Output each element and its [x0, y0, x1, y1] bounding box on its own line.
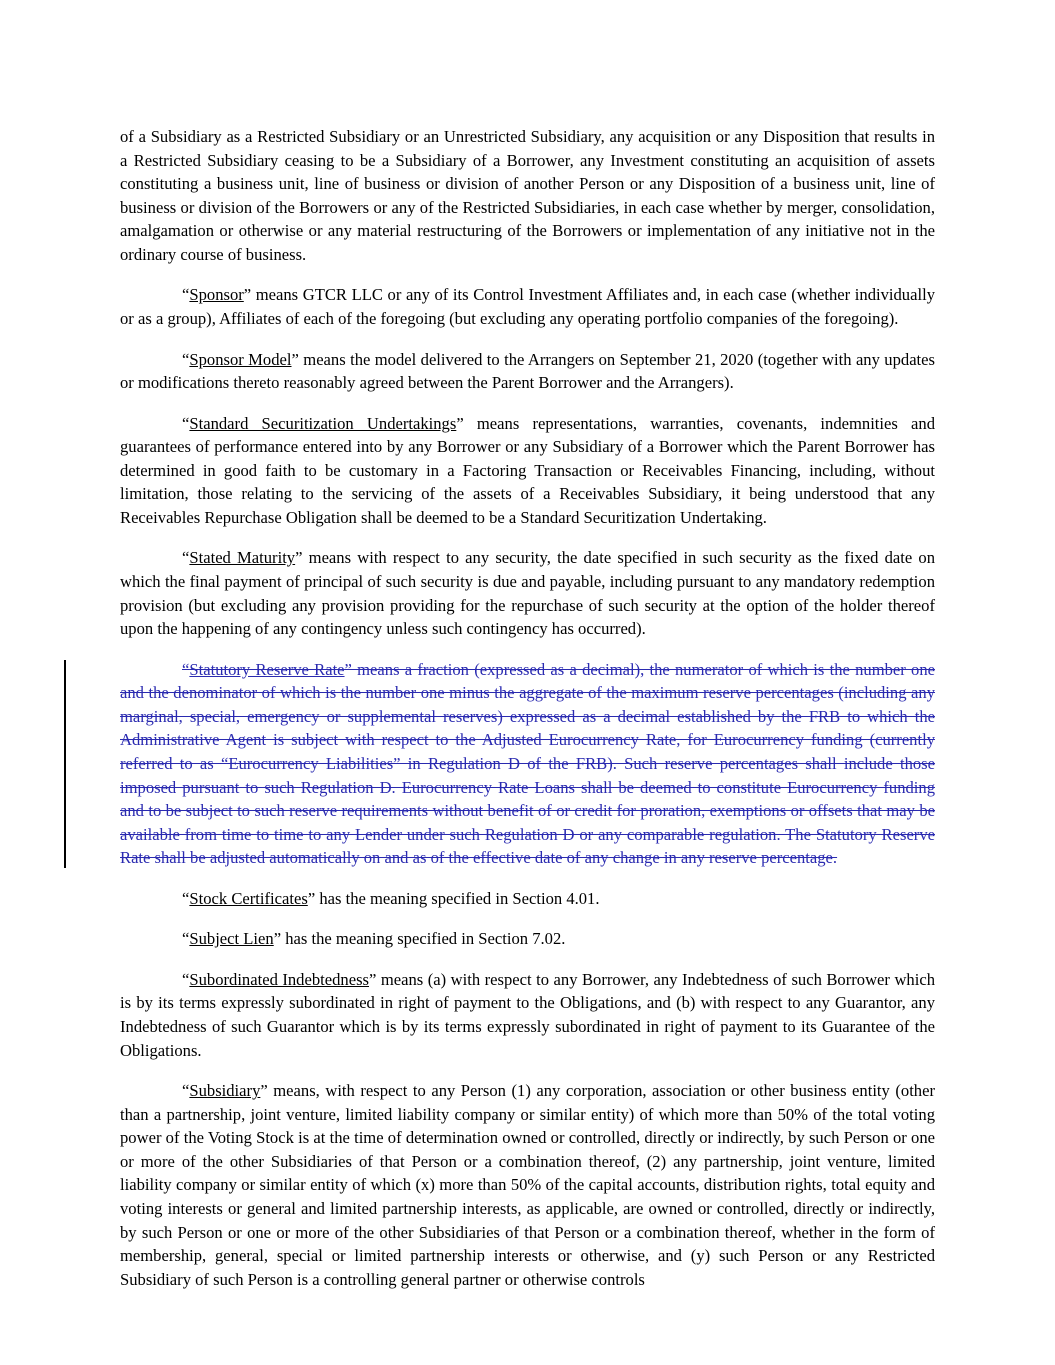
text-run: ” means representations, warranties, covenants, indemnities and guarantees of performance entered into by any Borrower or any Subsidiary of a Borrower which the Parent Borrower has determined in good faith to be customary in a Factoring Transaction or Receivables Financing, including, without limitation, those relating to the servicing of the assets of a Receivables Subsidiary, it being understood that any Receivables Repurchase Obligation shall be deemed to be a Standard Securitization Undertaking. [120, 413, 936, 527]
p-sponsor-model [120, 348, 935, 395]
text-run: ” means (a) with respect to any Borrower, any Indebtedness of such Borrower which is by its terms expressly subordinated in right of payment to the Obligations, and (b) with respect to any Guarantor, any Indebtedness of such Guarantor which is by its terms expressly subordinated in right of payment to its Guarantee of the Obligations. [120, 969, 935, 1060]
p-statutory-reserve-rate [120, 658, 935, 870]
paragraph-block [120, 125, 935, 266]
paragraph-block [120, 968, 935, 1062]
defined-term: Subordinated Indebtedness [189, 969, 369, 989]
text-run: “ [182, 413, 190, 433]
text-run: “ [182, 929, 190, 949]
paragraph-block [120, 283, 935, 330]
text-run: “ [182, 969, 190, 989]
paragraph-block [120, 348, 935, 395]
defined-term: Standard Securitization Undertakings [189, 413, 457, 433]
paragraph-block [120, 546, 935, 640]
paragraph-block [120, 1079, 935, 1291]
defined-term: Sponsor [189, 285, 244, 305]
paragraph-block [120, 887, 935, 911]
p-stated-maturity [120, 546, 935, 640]
text-run: ” means, with respect to any Person (1) any corporation, association or other business entity (other than a partnership, joint venture, limited liability company or similar entity) of which more than 50% of the total voting power of the Voting Stock is at the time of determination owned or controlled, directly or indirectly, by such Person or one or more of the other Subsidiaries of that Person or a combination thereof, (2) any partnership, joint venture, limited liability company or similar entity of which (x) more than 50% of the capital accounts, distribution rights, total equity and voting interests or general and limited partnership interests, as applicable, are owned or controlled, directly or indirectly, by such Person or one or more of the other Subsidiaries of that Person or a combination thereof, whether in the form of membership, general, special or limited partnership interests or otherwise, and (y) such Person or any Restricted Subsidiary of such Person is a controlling general partner or otherwise controls [120, 1081, 935, 1289]
change-bar [64, 660, 66, 868]
text-run: “ [182, 659, 190, 679]
p-subordinated-indebtedness [120, 968, 935, 1062]
change-block [120, 658, 935, 870]
defined-term: Stock Certificates [189, 888, 308, 908]
text-run: ” has the meaning specified in Section 4.01. [307, 888, 600, 908]
defined-term: Sponsor Model [189, 349, 292, 369]
text-run: ” means GTCR LLC or any of its Control Investment Affiliates and, in each case (whether individually or as a group), Affiliates of each of the foregoing (but excluding any operating portfolio companies of the foregoing). [120, 285, 935, 328]
text-run: “ [182, 1081, 190, 1101]
text-run: “ [182, 349, 190, 369]
p-subsidiary [120, 1079, 935, 1291]
paragraph-block [120, 927, 935, 951]
p-subsidiary-disposition [120, 125, 935, 266]
text-run: “ [182, 888, 190, 908]
text-run: “ [182, 548, 190, 568]
text-run: ” means a fraction (expressed as a decimal), the numerator of which is the number one and the denominator of which is the number one minus the aggregate of the maximum reserve percentages (including any marginal, special, emergency or supplemental reserves) expressed as a decimal established by the FRB to which the Administrative Agent is subject with respect to the Adjusted Eurocurrency Rate, for Eurocurrency funding (currently referred to as “Eurocurrency Liabilities” in Regulation D of the FRB). Such reserve percentages shall include those imposed pursuant to such Regulation D. Eurocurrency Rate Loans shall be deemed to constitute Eurocurrency funding and to be subject to such reserve requirements without benefit of or credit for proration, exemptions or offsets that may be available from time to time to any Lender under such Regulation D or any comparable regulation. The Statutory Reserve Rate shall be adjusted automatically on and as of the effective date of any change in any reserve percentage. [120, 659, 935, 868]
p-stock-certificates [120, 887, 935, 911]
text-run: ” means the model delivered to the Arrangers on September 21, 2020 (together with any updates or modifications thereto reasonably agreed between the Parent Borrower and the Arrangers). [120, 349, 935, 393]
defined-term: Subsidiary [189, 1081, 261, 1101]
text-run: ” has the meaning specified in Section 7.02. [273, 929, 566, 949]
p-subject-lien [120, 927, 935, 951]
text-run: of a Subsidiary as a Restricted Subsidiary or an Unrestricted Subsidiary, any acquisition or any Disposition that results in a Restricted Subsidiary ceasing to be a Subsidiary of a Borrower, any Investment constituting an acquisition of assets constituting a business unit, line of business or division of another Person or any Disposition of a business unit, line of business or division of the Borrowers or any of the Restricted Subsidiaries, in each case whether by merger, consolidation, amalgamation or otherwise or any material restructuring of the Borrowers or implementation of any initiative not in the ordinary course of business. [120, 127, 935, 264]
defined-term: Stated Maturity [189, 548, 296, 568]
defined-term: Statutory Reserve Rate [189, 659, 345, 679]
p-sponsor [120, 283, 935, 330]
document-body [120, 125, 935, 1291]
p-standard-securitization-undertakings [120, 412, 935, 530]
paragraph-block [120, 412, 935, 530]
defined-term: Subject Lien [189, 929, 274, 949]
text-run: ” means with respect to any security, the date specified in such security as the fixed date on which the final payment of principal of such security is due and payable, including pursuant to any mandatory redemption provision (but excluding any provision providing for the repurchase of such security at the option of the holder thereof upon the happening of any contingency unless such contingency has occurred). [120, 548, 935, 639]
text-run: “ [182, 285, 190, 305]
